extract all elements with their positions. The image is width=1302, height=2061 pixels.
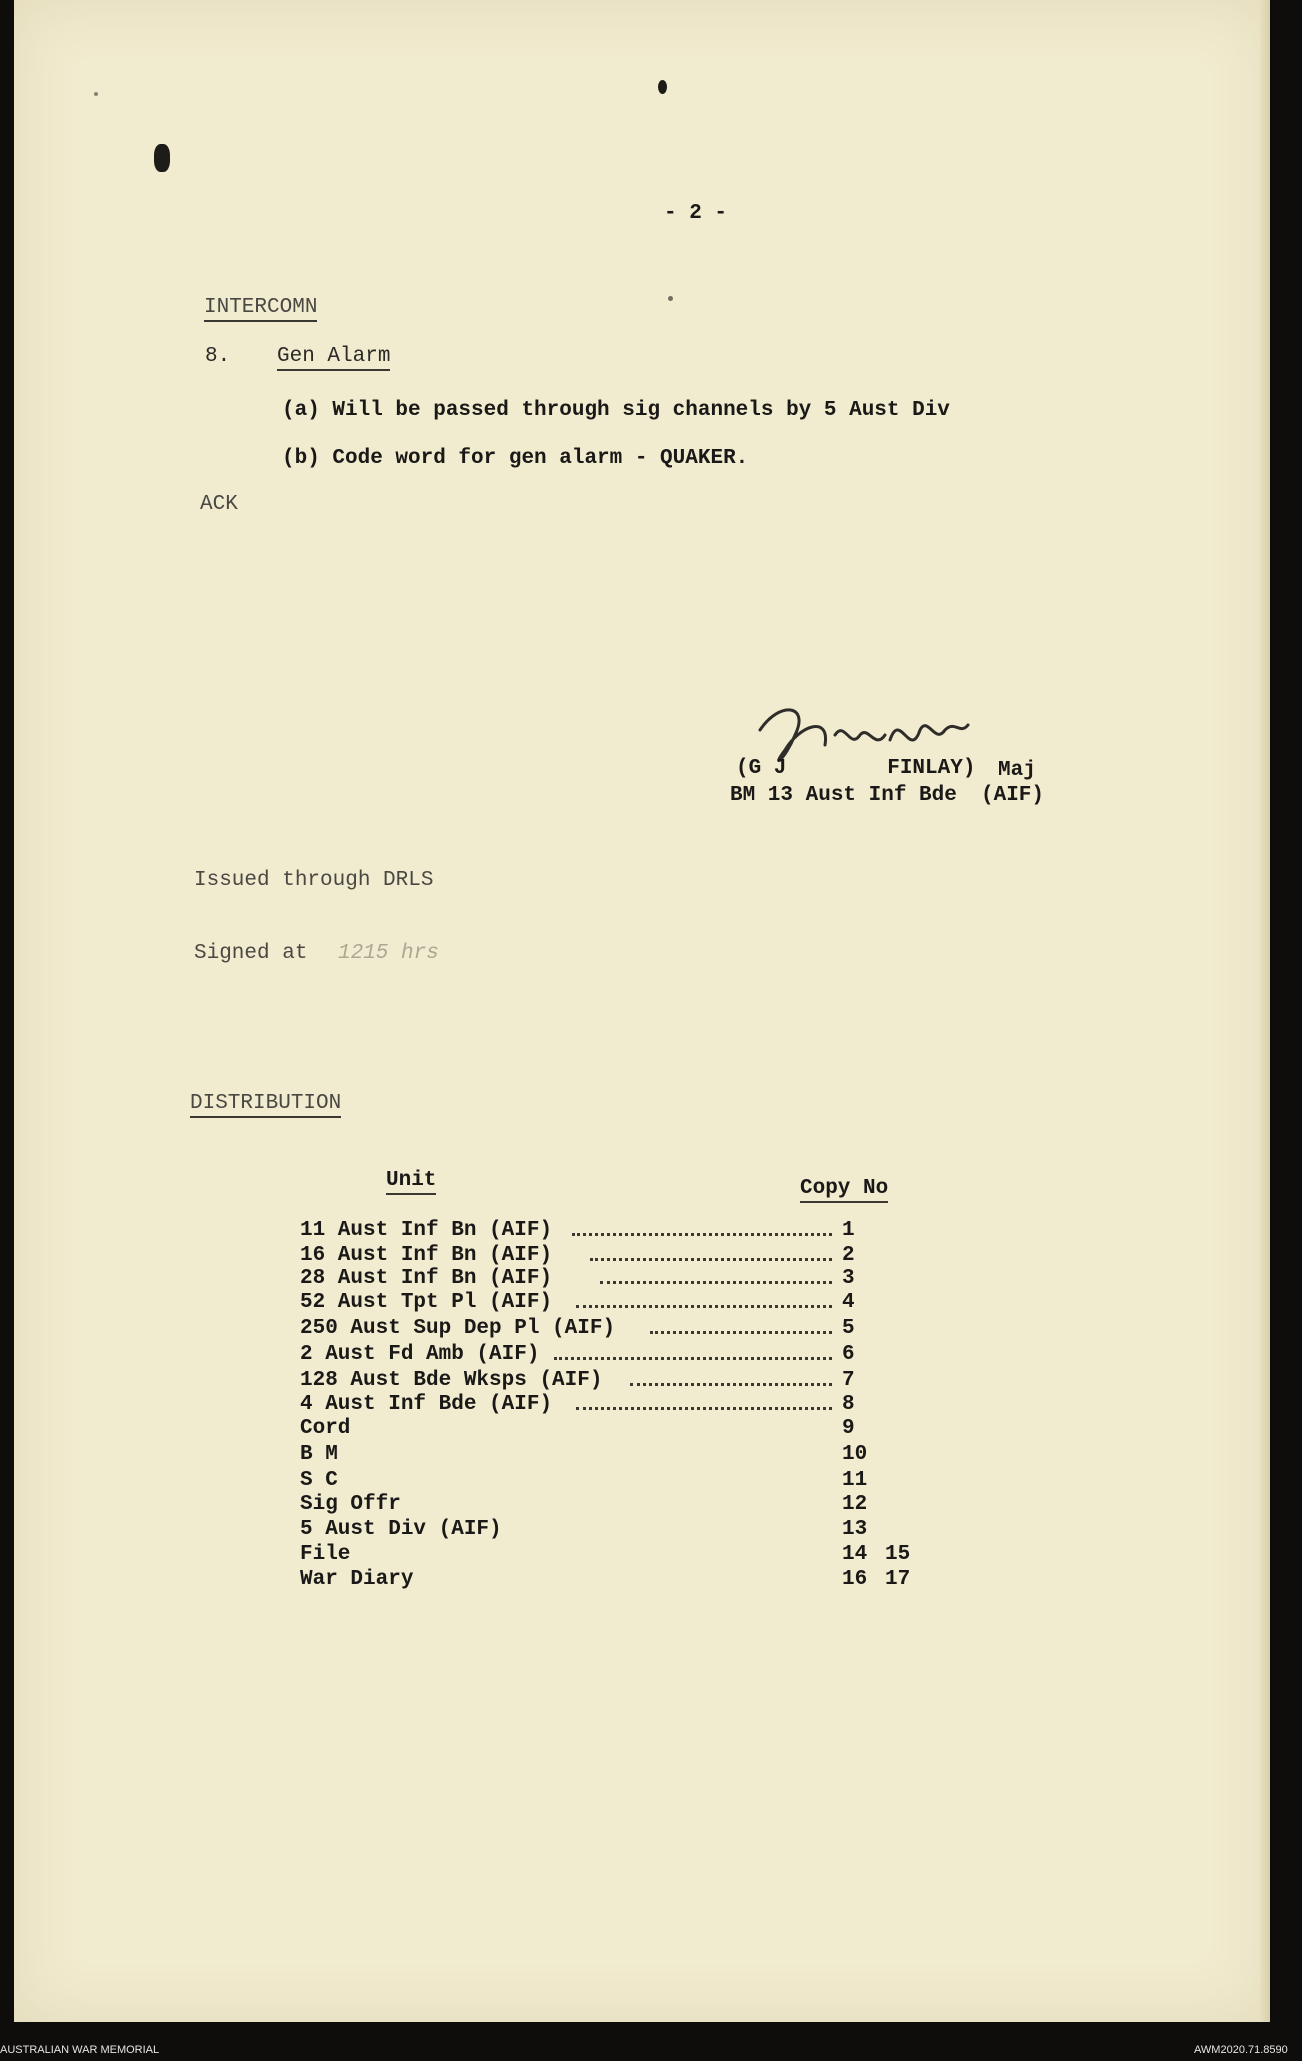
section-heading: INTERCOMN <box>204 297 317 322</box>
item-heading: Gen Alarm <box>277 346 390 371</box>
dot-leader <box>554 1357 832 1360</box>
distribution-unit: S C <box>300 1469 338 1492</box>
distribution-unit: War Diary <box>300 1568 414 1591</box>
distribution-unit: 28 Aust Inf Bn (AIF) <box>300 1267 553 1290</box>
item-number: 8. <box>205 345 231 368</box>
distribution-unit: 4 Aust Inf Bde (AIF) <box>300 1393 553 1416</box>
signatory-force: (AIF) <box>981 784 1045 807</box>
distribution-row <box>300 1494 910 1518</box>
dot-leader <box>572 1233 832 1236</box>
signatory-name: (G J FINLAY) <box>736 757 976 780</box>
copy-number: 16 <box>842 1568 868 1591</box>
copy-number: 2 <box>842 1244 855 1267</box>
copy-number: 3 <box>842 1267 855 1290</box>
distribution-row <box>300 1418 910 1442</box>
copy-number: 8 <box>842 1393 855 1416</box>
issued-through: Issued through DRLS <box>194 869 434 892</box>
column-header-copy: Copy No <box>800 1178 888 1203</box>
dot-leader <box>576 1305 832 1308</box>
distribution-unit: 128 Aust Bde Wksps (AIF) <box>300 1369 603 1392</box>
footer-right: AWM2020.71.8590 <box>1194 2044 1288 2056</box>
distribution-row <box>300 1245 910 1269</box>
distribution-unit: B M <box>300 1443 338 1466</box>
signatory-rank: Maj <box>998 759 1036 782</box>
distribution-row <box>300 1268 910 1292</box>
page-number: - 2 - <box>664 202 728 225</box>
copy-number: 1 <box>842 1219 855 1242</box>
dot-leader <box>650 1331 832 1334</box>
footer-left: AUSTRALIAN WAR MEMORIAL <box>0 2044 160 2056</box>
copy-number: 6 <box>842 1343 855 1366</box>
distribution-unit: 2 Aust Fd Amb (AIF) <box>300 1343 540 1366</box>
distribution-row <box>300 1220 910 1244</box>
distribution-row <box>300 1318 910 1342</box>
distribution-unit: 16 Aust Inf Bn (AIF) <box>300 1244 553 1267</box>
distribution-unit: 250 Aust Sup Dep Pl (AIF) <box>300 1317 616 1340</box>
distribution-unit: Sig Offr <box>300 1493 401 1516</box>
copy-number-extra: 15 <box>885 1543 911 1566</box>
distribution-row <box>300 1444 910 1468</box>
distribution-unit: File <box>300 1543 351 1566</box>
ink-speck <box>94 92 98 96</box>
signed-at-label: Signed at <box>194 942 308 965</box>
column-header-unit: Unit <box>386 1170 436 1195</box>
distribution-row <box>300 1519 910 1543</box>
distribution-unit: 52 Aust Tpt Pl (AIF) <box>300 1291 553 1314</box>
ink-speck <box>658 80 667 94</box>
ack-label: ACK <box>200 493 238 516</box>
distribution-row <box>300 1470 910 1494</box>
item-paragraph-a: (a) Will be passed through sig channels by 5 Aust Div <box>282 399 950 422</box>
distribution-unit: 5 Aust Div (AIF) <box>300 1518 502 1541</box>
distribution-heading: DISTRIBUTION <box>190 1093 341 1118</box>
copy-number: 9 <box>842 1417 855 1440</box>
copy-number: 14 <box>842 1543 868 1566</box>
distribution-row <box>300 1370 910 1394</box>
copy-number: 7 <box>842 1369 855 1392</box>
distribution-row <box>300 1292 910 1316</box>
dot-leader <box>630 1383 832 1386</box>
copy-number-extra: 17 <box>885 1568 911 1591</box>
distribution-row <box>300 1569 910 1593</box>
item-paragraph-b: (b) Code word for gen alarm - QUAKER. <box>282 447 749 470</box>
distribution-row <box>300 1394 910 1418</box>
copy-number: 5 <box>842 1317 855 1340</box>
dot-leader <box>576 1407 832 1410</box>
distribution-row <box>300 1344 910 1368</box>
dot-leader <box>600 1281 832 1284</box>
ink-speck <box>154 144 170 172</box>
distribution-unit: Cord <box>300 1417 351 1440</box>
paper-edge <box>1260 0 1270 2022</box>
signatory-position: BM 13 Aust Inf Bde <box>730 784 957 807</box>
distribution-row <box>300 1544 910 1568</box>
signed-at-value: 1215 hrs <box>338 942 439 965</box>
copy-number: 12 <box>842 1493 868 1516</box>
ink-speck <box>668 296 673 301</box>
dot-leader <box>590 1258 832 1261</box>
copy-number: 13 <box>842 1518 868 1541</box>
distribution-unit: 11 Aust Inf Bn (AIF) <box>300 1219 553 1242</box>
copy-number: 10 <box>842 1443 868 1466</box>
copy-number: 4 <box>842 1291 855 1314</box>
copy-number: 11 <box>842 1469 868 1492</box>
